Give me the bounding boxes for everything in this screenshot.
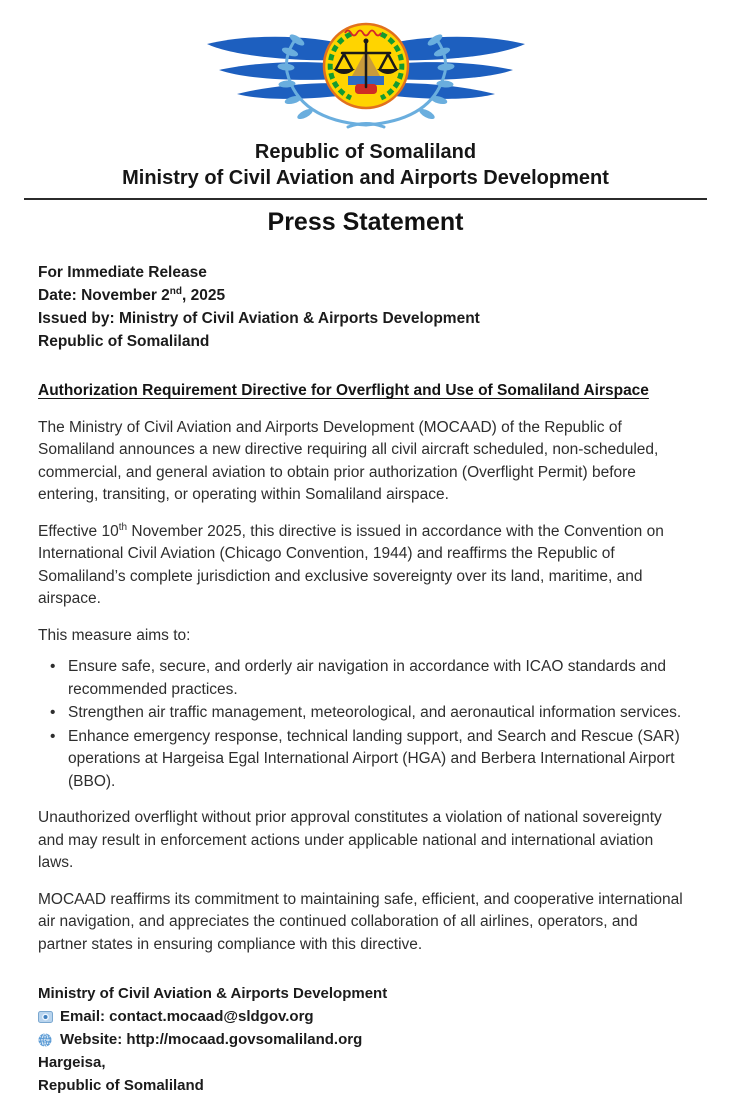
bullet-icon: • xyxy=(50,727,56,745)
bullet-text-safety: Ensure safe, secure, and orderly air navigation in accordance with ICAO standards and recommended practices. xyxy=(68,658,666,698)
list-item xyxy=(38,702,691,725)
issuer-country-line: Republic of Somaliland xyxy=(38,333,210,350)
bullet-icon: • xyxy=(50,658,56,675)
release-meta xyxy=(38,261,691,353)
contact-website-text: Website: http://mocaad.govsomaliland.org xyxy=(60,1031,363,1048)
contact-email-text: Email: contact.mocaad@sldgov.org xyxy=(60,1008,314,1025)
effective-date-ordinal-sup: th xyxy=(118,521,128,533)
list-item xyxy=(38,726,691,794)
press-statement-page xyxy=(0,8,731,1094)
bullet-text-atm: Strengthen air traffic management, meteorological, and aeronautical information services. xyxy=(68,704,682,721)
paragraph-announcement: The Ministry of Civil Aviation and Airports Development (MOCAAD) of the Republic of Somaliland announces a new directive requiring all civil aircraft scheduled, non-scheduled, commercial, and general aviation to obtain prior authorization (Overflight Permit) before entering, transiting, or operating within Somaliland airspace. xyxy=(38,418,659,503)
ministry-logo xyxy=(203,8,529,139)
org-name-line2: Ministry of Civil Aviation and Airports Development xyxy=(122,167,609,189)
document-body xyxy=(38,261,691,1097)
org-name-line1: Republic of Somaliland xyxy=(254,141,477,163)
contact-country: Republic of Somaliland xyxy=(38,1077,204,1094)
paragraph-effective-date: Effective 10th November 2025, this directive is issued in accordance with the Convention on International Civil Aviation (Chicago Convention, 1944) and reaffirms the Republic of Somaliland’s complete jurisdiction and exclusive sovereignty over its land, maritime, and airspace. xyxy=(38,521,664,607)
globe-icon xyxy=(38,1033,53,1047)
list-item xyxy=(38,656,691,701)
contact-email-line xyxy=(38,1005,691,1028)
bullet-text-sar: Enhance emergency response, technical landing support, and Search and Rescue (SAR) operations at Hargeisa Egal International Airport (HGA) and Berbera International Airport (BBO). xyxy=(68,727,680,790)
paragraph-enforcement: Unauthorized overflight without prior approval constitutes a violation of national sovereignty and may result in enforcement actions under applicable national and international aviation laws. xyxy=(38,809,662,871)
date-line: Date: November 2nd, 2025 xyxy=(38,285,226,304)
aims-bullet-list xyxy=(38,656,691,793)
contact-org-name: Ministry of Civil Aviation & Airports Development xyxy=(38,985,388,1002)
header-divider xyxy=(24,198,707,200)
issued-by-line: Issued by: Ministry of Civil Aviation & Airports Development xyxy=(38,310,480,327)
email-icon xyxy=(38,1010,53,1024)
contact-block xyxy=(38,982,691,1097)
directive-heading: Authorization Requirement Directive for Overflight and Use of Somaliland Airspace xyxy=(38,382,649,399)
bullet-icon: • xyxy=(50,704,56,721)
paragraph-commitment: MOCAAD reaffirms its commitment to maintaining safe, efficient, and cooperative international air navigation, and appreciates the continued collaboration of all airlines, operators, and partner states in ensuring compliance with this directive. xyxy=(38,890,683,953)
aims-intro: This measure aims to: xyxy=(38,626,191,644)
aviation-wings-emblem-icon xyxy=(203,8,529,134)
page-title: Press Statement xyxy=(267,208,464,236)
date-ordinal-sup: nd xyxy=(169,285,183,297)
contact-city: Hargeisa, xyxy=(38,1054,106,1071)
contact-website-line xyxy=(38,1028,691,1051)
release-line: For Immediate Release xyxy=(38,264,207,281)
